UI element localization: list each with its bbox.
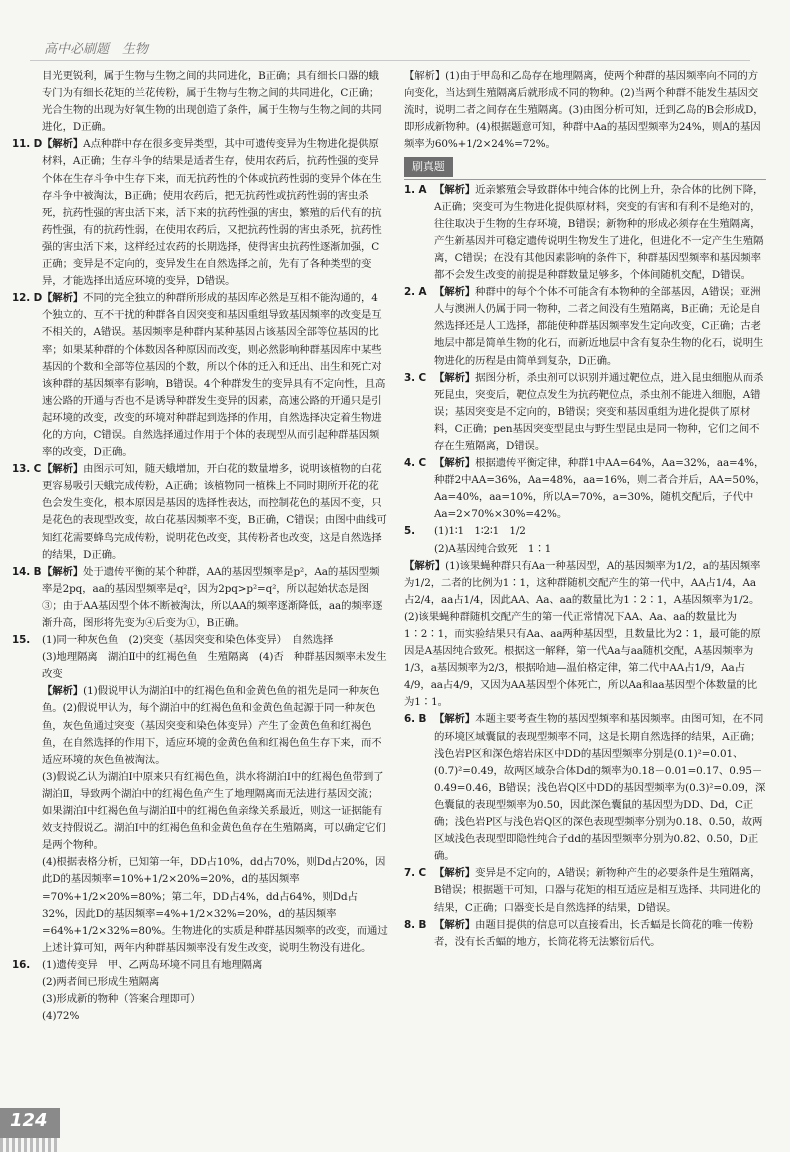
running-header: 高中必刷题 生物 [44, 42, 149, 57]
header-divider [30, 60, 750, 61]
answer-item-15 [12, 632, 388, 957]
continued-analysis: 【解析】(1)由于甲岛和乙岛存在地理隔离，使两个种群的基因频率向不同的方向变化，当达到生殖隔离后就形成不同的物种。(2)当两个种群不能发生基因交流时，说明二者之间存在生殖隔离。(3)由图分析可知，迁到乙岛的B会形成D，即形成新物种。(4)根据题意可知，种群中Aa的基因型频率为24%，则A的基因频率为60%+1/2×24%=72%。 [404, 70, 764, 151]
answer-item-2 [404, 284, 766, 369]
item-number: 12. D [12, 292, 43, 305]
answer-line: (1)1∶1 1∶2∶1 1/2 [434, 525, 526, 538]
answer-item-4 [404, 455, 766, 523]
analysis-tag: 【解析】 [42, 292, 84, 305]
analysis-tag: 【解析】 [42, 565, 84, 578]
analysis-text: 不同的完全独立的种群所形成的基因库必然是互相不能沟通的，4个独立的、互不干扰的种群各自因突变和基因重组导致基因频率的改变是互不相关的，A错误。基因频率是种群内某种基因占该基因全部等位基因的比率；如果某种群的个体数因各种原因而改变，则必然影响种群基因库中某些基因的个数和全部等位基因的个数，所以个体的迁入和迁出、出生和死亡对该种群的基因频率有影响，B错误。4个种群发生的变异具有不定向性，且高速公路的开通与否也不是诱导种群发生变异的因素，高速公路的开通只是引起环境的改变，改变的环境对种群起到选择的作用，自然选择决定着生物进化的方向，C错误。自然选择通过作用于个体的表现型从而引起种群基因频率的改变，D正确。 [42, 292, 386, 459]
section-label: 刷真题 [404, 157, 453, 176]
item-number: 13. C [12, 463, 42, 476]
section-divider [404, 179, 766, 180]
analysis-tag: 【解析】 [434, 918, 476, 931]
item-number: 3. C [404, 371, 427, 384]
analysis-text: 据图分析，杀虫剂可以识别并通过靶位点，进入昆虫细胞从而杀死昆虫，突变后，靶位点发生为抗药靶位点，杀虫剂不能进入细胞，A错误；基因突变是不定向的，B错误；突变和基因重组为进化提供了原材料，C正确；pen基因突变型昆虫与野生型昆虫是同一物种，它们之间不存在生殖隔离，D错误。 [434, 371, 764, 452]
right-column [404, 68, 766, 951]
analysis-paragraph-5 [404, 558, 766, 712]
analysis-tag: 【解析】 [42, 138, 84, 151]
item-number: 8. B [404, 918, 427, 931]
analysis-tag: 【解析】 [404, 559, 446, 572]
item-number: 1. A [404, 183, 427, 196]
analysis-tag: 【解析】 [434, 183, 476, 196]
answer-item-7 [404, 865, 766, 916]
page-number-box [0, 1108, 60, 1138]
item-number: 2. A [404, 286, 427, 299]
answer-item-3 [404, 370, 766, 455]
analysis-tag: 【解析】 [42, 685, 84, 698]
item-number: 4. C [404, 457, 427, 470]
item-number: 5. [404, 525, 415, 538]
analysis-text: (3)假说乙认为湖泊Ⅰ中原来只有红褐色鱼，洪水将湖泊Ⅰ中的红褐色鱼带到了湖泊Ⅱ，导致两个湖泊中的红褐色鱼产生了地理隔离而无法进行基因交流；如果湖泊Ⅰ中红褐色鱼与湖泊Ⅱ中的红褐色鱼亲缘关系最近，则这一证据能有效支持假说乙。湖泊Ⅰ中的红褐色鱼和金黄色鱼存在生殖隔离，可以确定它们是两个物种。 [42, 770, 386, 852]
item-number: 15. [12, 634, 31, 647]
answer-line: (2)两者间已形成生殖隔离 [42, 975, 160, 988]
analysis-text: 本题主要考查生物的基因型频率和基因频率。由图可知，在不同的环境区域囊鼠的表现型频率不同，这是长期自然选择的结果，A正确；浅色岩P区和深色熔岩床区中DD的基因型频率分别是(0.1)²=0.01、(0.7)²=0.49，故两区域杂合体Dd的频率为0.18－0.01=0.17、0.95－0.49=0.46，B错误；浅色岩Q区中DD的基因型频率为(0.3)²=0.09，深色囊鼠的表现型频率为0.50，因此深色囊鼠的基因型为DD、Dd，C正确；浅色岩P区与浅色岩Q区的深色表现型频率分别为0.18、0.50，故两区域浅色表现型即隐性纯合子dd的基因型频率分别为0.82、0.50，D正确。 [434, 713, 766, 863]
analysis-text: (1)假说甲认为湖泊Ⅰ中的红褐色鱼和金黄色鱼的祖先是同一种灰色鱼。(2)假说甲认为，每个湖泊中的红褐色鱼和金黄色鱼起源于同一种灰色鱼，灰色鱼通过突变（基因突变和染色体变异）产生了金黄色鱼和红褐色鱼，在自然选择的作用下，适应环境的金黄色鱼和红褐色鱼生存下来，而不适应环境的灰色鱼被淘汰。 [42, 685, 382, 766]
analysis-text: 变异是不定向的，A错误；新物种产生的必要条件是生殖隔离，B错误；根据题干可知，口器与花矩的相互适应是相互选择、共同进化的结果，C正确；口器变长是自然选择的结果，D错误。 [434, 867, 761, 914]
left-column [12, 68, 388, 1025]
answer-item-11 [12, 136, 388, 290]
analysis-text: 由题目提供的信息可以直接看出，长舌蝠是长筒花的唯一传粉者，没有长舌蝠的地方，长筒花将无法繁衍后代。 [434, 918, 754, 948]
item-number: 11. D [12, 138, 43, 151]
answer-item-6 [404, 711, 766, 865]
answer-item-12 [12, 290, 388, 461]
analysis-text: 处于遗传平衡的某个种群，AA的基因型频率是p²，Aa的基因型频率是2pq，aa的基因型频率是q²，因为2pq>p²=q²，所以起始状态是图③；由于AA基因型个体不断被淘汰，所以AA的频率逐渐降低，aa的频率逐渐升高，图形将先变为④后变为①，B正确。 [42, 565, 383, 629]
analysis-tag: 【解析】 [434, 286, 476, 299]
page-number: 124 [10, 1110, 48, 1131]
analysis-text: 根据遗传平衡定律，种群1中AA=64%，Aa=32%，aa=4%，种群2中AA=36%，Aa=48%，aa=16%，则二者合并后，AA=50%，Aa=40%，aa=10%，所以A=70%，a=30%，随机交配后，子代中Aa=2×70%×30%=42%。 [434, 457, 766, 521]
analysis-text: 由图示可知，随天蛾增加，开白花的数量增多，说明该植物的白花更容易吸引天蛾完成传粉，A正确；该植物同一植株上不同时期所开花的花色会发生变化，根本原因是基因的选择性表达，而控制花色的基因不变，只是花色的表现型改变，故白花基因频率不变，B正确，C错误；由图中曲线可知红花需要蜂鸟完成传粉，说明花色改变，其传粉者也改变，这是自然选择的结果，D正确。 [42, 463, 387, 561]
answer-line: (1)同一种灰色鱼 (2)突变（基因突变和染色体变异） 自然选择 [42, 634, 334, 647]
continued-paragraph: 目光更锐利，属于生物与生物之间的共同进化，B正确；具有细长口器的蛾专门为有细长花矩的兰花传粉，属于生物与生物之间的共同进化，C正确；光合生物的出现为好氧生物的出现创造了条件，属于生物与生物之间的共同进化，D正确。 [42, 70, 382, 134]
answer-item-1 [404, 182, 766, 285]
item-number: 16. [12, 958, 31, 971]
analysis-tag: 【解析】 [434, 867, 476, 880]
answer-item-14 [12, 564, 388, 632]
answer-item-8 [404, 917, 766, 951]
decorative-dots [0, 1138, 60, 1152]
answer-line: (2)A基因纯合致死 1∶1 [434, 542, 552, 555]
item-number: 6. B [404, 713, 427, 726]
answer-line: (4)72% [42, 1010, 80, 1023]
analysis-tag: 【解析】 [434, 371, 476, 384]
analysis-text: A点种群中存在很多变异类型，其中可遗传变异为生物进化提供原材料，A正确；生存斗争的结果是适者生存，使用农药后，抗药性强的变异个体在生存斗争中生存下来，而无抗药性的个体或抗药性弱的变异个体在生存斗争中被淘汰，B正确；使用农药后，把无抗药性或抗药性弱的害虫杀死，抗药性强的害虫活下来，活下来的抗药性强的害虫，繁殖的后代有的抗药性强，有的抗药性弱，在使用农药后，又把抗药性弱的害虫杀死，抗药性强的害虫活下来，这样经过农药的长期选择，使得害虫抗药性逐渐加强，C正确；变异是不定向的，变异发生在自然选择之前，先有了各种类型的变异，才能选择出适应环境的变异，D错误。 [42, 138, 382, 288]
analysis-text: (1)该果蝇种群只有Aa一种基因型，A的基因频率为1/2，a的基因频率为1/2，二者的比例为1∶1，这种群随机交配产生的第一代中，AA占1/4，Aa占2/4，aa占1/4，因此AA、Aa、aa的数量比为1∶2∶1，A基因频率为1/2。(2)该果蝇种群随机交配产生的第一代正常情况下AA、Aa、aa的数量比为1∶2∶1，而实验结果只有Aa、aa两种基因型，且数量比为2∶1，最可能的原因是A基因纯合致死。根据这一解释，第一代Aa与aa随机交配，A基因频率为1/3，a基因频率为2/3，根据哈迪—温伯格定律，第二代中AA占1/9，Aa占4/9，aa占4/9，又因为AA基因型个体死亡，所以Aa和aa基因型个体数量的比为1∶1。 [404, 559, 761, 709]
answer-line: (3)地理隔离 湖泊Ⅱ中的红褐色鱼 生殖隔离 (4)否 种群基因频率未发生改变 [42, 651, 387, 681]
analysis-tag: 【解析】 [42, 463, 84, 476]
answer-line: (1)遗传变异 甲、乙两岛环境不同且有地理隔离 [42, 958, 263, 971]
analysis-tag: 【解析】 [434, 457, 476, 470]
answer-item-13 [12, 461, 388, 564]
item-number: 7. C [404, 867, 427, 880]
answer-line: (3)形成新的物种（答案合理即可） [42, 993, 201, 1006]
answer-item-16 [12, 957, 388, 1025]
item-number: 14. B [12, 565, 42, 578]
answer-item-5 [404, 523, 766, 557]
analysis-text: 近亲繁殖会导致群体中纯合体的比例上升，杂合体的比例下降，A正确；突变可为生物进化提供原材料，突变的有害和有利不是绝对的，往往取决于生物的生存环境，B错误；新物种的形成必须存在生殖隔离，产生新基因并可稳定遗传说明生物发生了进化，但进化不一定产生生殖隔离，C错误；在没有其他因素影响的条件下，种群基因型频率和基因频率都不会发生改变的前提是种群数量足够多，个体间随机交配，D错误。 [434, 183, 764, 282]
analysis-text: (4)根据表格分析，已知第一年，DD占10%，dd占70%，则Dd占20%，因此D的基因频率=10%+1/2×20%=20%，d的基因频率=70%+1/2×20%=80%；第二年，DD占4%，dd占64%，则Dd占32%，因此D的基因频率=4%+1/2×32%=20%，d的基因频率=64%+1/2×32%=80%。生物进化的实质是种群基因频率的改变，而通过上述计算可知，两年内种群基因频率没有发生改变，说明生物没有进化。 [42, 856, 388, 954]
analysis-text: 种群中的每个个体不可能含有本物种的全部基因，A错误；亚洲人与澳洲人仍属于同一物种，二者之间没有生殖隔离，B正确；无论是自然选择还是人工选择，都能使种群基因频率发生定向改变，C正确；古老地层中都是简单生物的化石，而新近地层中含有复杂生物的化石，说明生物进化的历程是由简单到复杂，D正确。 [434, 286, 764, 367]
analysis-tag: 【解析】 [434, 713, 476, 726]
